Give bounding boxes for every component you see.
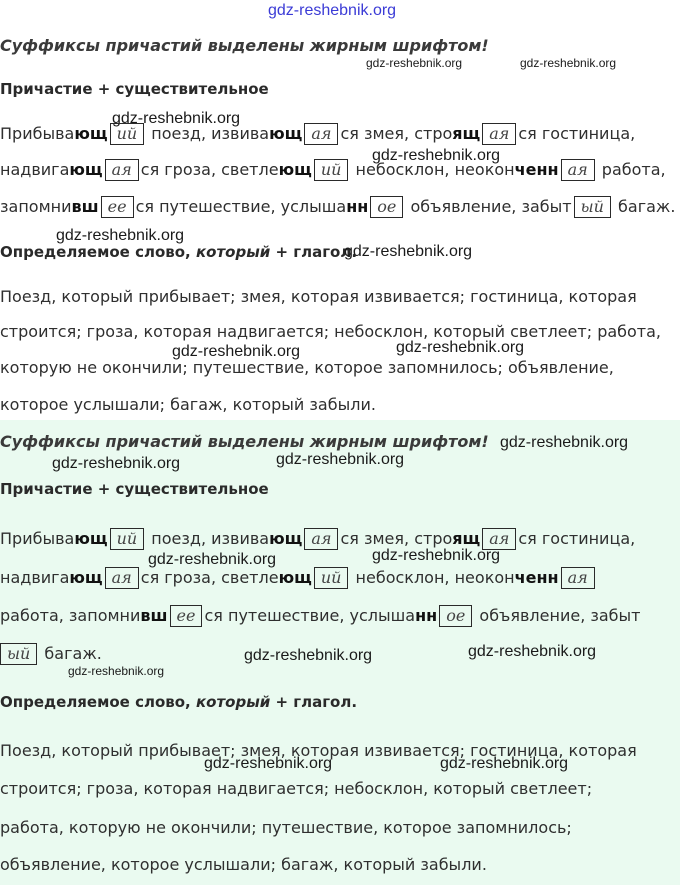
section1-line3: запомнивш ее ся путешествие, услышанн ое объявление, забыт ый багаж.	[0, 197, 676, 216]
watermark-top: gdz-reshebnik.org	[268, 2, 397, 19]
watermark: gdz-reshebnik.org	[520, 56, 617, 70]
section1-para2-line2: строится; гроза, которая надвигается; небосклон, который светлеет; работа,	[0, 322, 662, 341]
suffix-box: ее	[170, 605, 203, 627]
suffix-box: ая	[482, 123, 516, 145]
section1-para2-line3: которую не окончили; путешествие, которое запомнилось; объявление,	[0, 358, 614, 377]
watermark: gdz-reshebnik.org	[372, 547, 501, 564]
watermark: gdz-reshebnik.org	[366, 56, 463, 70]
suffix-box: ий	[314, 159, 349, 181]
watermark: gdz-reshebnik.org	[440, 755, 569, 772]
watermark: gdz-reshebnik.org	[52, 455, 181, 472]
watermark: gdz-reshebnik.org	[468, 643, 597, 660]
section1-heading1: Причастие + существительное	[0, 80, 269, 98]
section1-heading2: Определяемое слово, который + глагол.	[0, 243, 358, 261]
suffix-box: ая	[105, 159, 139, 181]
watermark: gdz-reshebnik.org	[396, 339, 525, 356]
watermark: gdz-reshebnik.org	[276, 451, 405, 468]
watermark: gdz-reshebnik.org	[56, 227, 185, 244]
section2-line2: надвигающ ая ся гроза, светлеющ ий небосклон, неоконченн ая	[0, 567, 597, 589]
suffix-box: ое	[370, 196, 403, 218]
section1-line2: надвигающ ая ся гроза, светлеющ ий небосклон, неоконченн ая работа,	[0, 160, 666, 179]
suffix-box: ый	[0, 643, 37, 665]
watermark: gdz-reshebnik.org	[372, 147, 501, 164]
suffix-box: ая	[482, 528, 516, 550]
watermark: gdz-reshebnik.org	[204, 755, 333, 772]
suffix-box: ий	[110, 528, 145, 550]
suffix-box: ий	[110, 123, 145, 145]
suffix-box: ий	[314, 567, 349, 589]
suffix-box: ый	[574, 196, 611, 218]
section2-para2-line3: работа, которую не окончили; путешествие, которое запомнилось;	[0, 818, 572, 837]
section1-para2-line4: которое услышали; багаж, который забыли.	[0, 395, 376, 414]
section2-line1: Прибывающ ий поезд, извивающ ая ся змея, строящ ая ся гостиница,	[0, 529, 636, 548]
section2-para2-line1: Поезд, который прибывает; змея, которая извивается; гостиница, которая	[0, 741, 637, 760]
section2-heading2: Определяемое слово, который + глагол.	[0, 693, 358, 711]
suffix-box: ая	[561, 159, 595, 181]
suffix-box: ая	[304, 123, 338, 145]
watermark: gdz-reshebnik.org	[244, 647, 373, 664]
watermark: gdz-reshebnik.org	[172, 343, 301, 360]
watermark: gdz-reshebnik.org	[148, 551, 277, 568]
watermark: gdz-reshebnik.org	[344, 243, 473, 260]
suffix-box: ее	[101, 196, 134, 218]
suffix-box: ое	[439, 605, 472, 627]
section1-title: Суффиксы причастий выделены жирным шрифтом!	[0, 36, 489, 55]
section2-line3: работа, запомнивш ее ся путешествие, услышанн ое объявление, забыт	[0, 606, 641, 625]
section2-title: Суффиксы причастий выделены жирным шрифтом!	[0, 432, 489, 451]
section2-para2-line4: объявление, которое услышали; багаж, который забыли.	[0, 855, 487, 874]
section1-line1: Прибывающ ий поезд, извивающ ая ся змея, строящ ая ся гостиница,	[0, 124, 636, 143]
watermark: gdz-reshebnik.org	[68, 664, 165, 678]
watermark: gdz-reshebnik.org	[500, 434, 629, 451]
section2-line4: ый багаж.	[0, 643, 102, 665]
section1-para2-line1: Поезд, который прибывает; змея, которая извивается; гостиница, которая	[0, 287, 637, 306]
suffix-box: ая	[105, 567, 139, 589]
suffix-box: ая	[304, 528, 338, 550]
section2-heading1: Причастие + существительное	[0, 480, 269, 498]
watermark: gdz-reshebnik.org	[112, 110, 241, 127]
suffix-box: ая	[561, 567, 595, 589]
section2-para2-line2: строится; гроза, которая надвигается; небосклон, который светлеет;	[0, 779, 593, 798]
